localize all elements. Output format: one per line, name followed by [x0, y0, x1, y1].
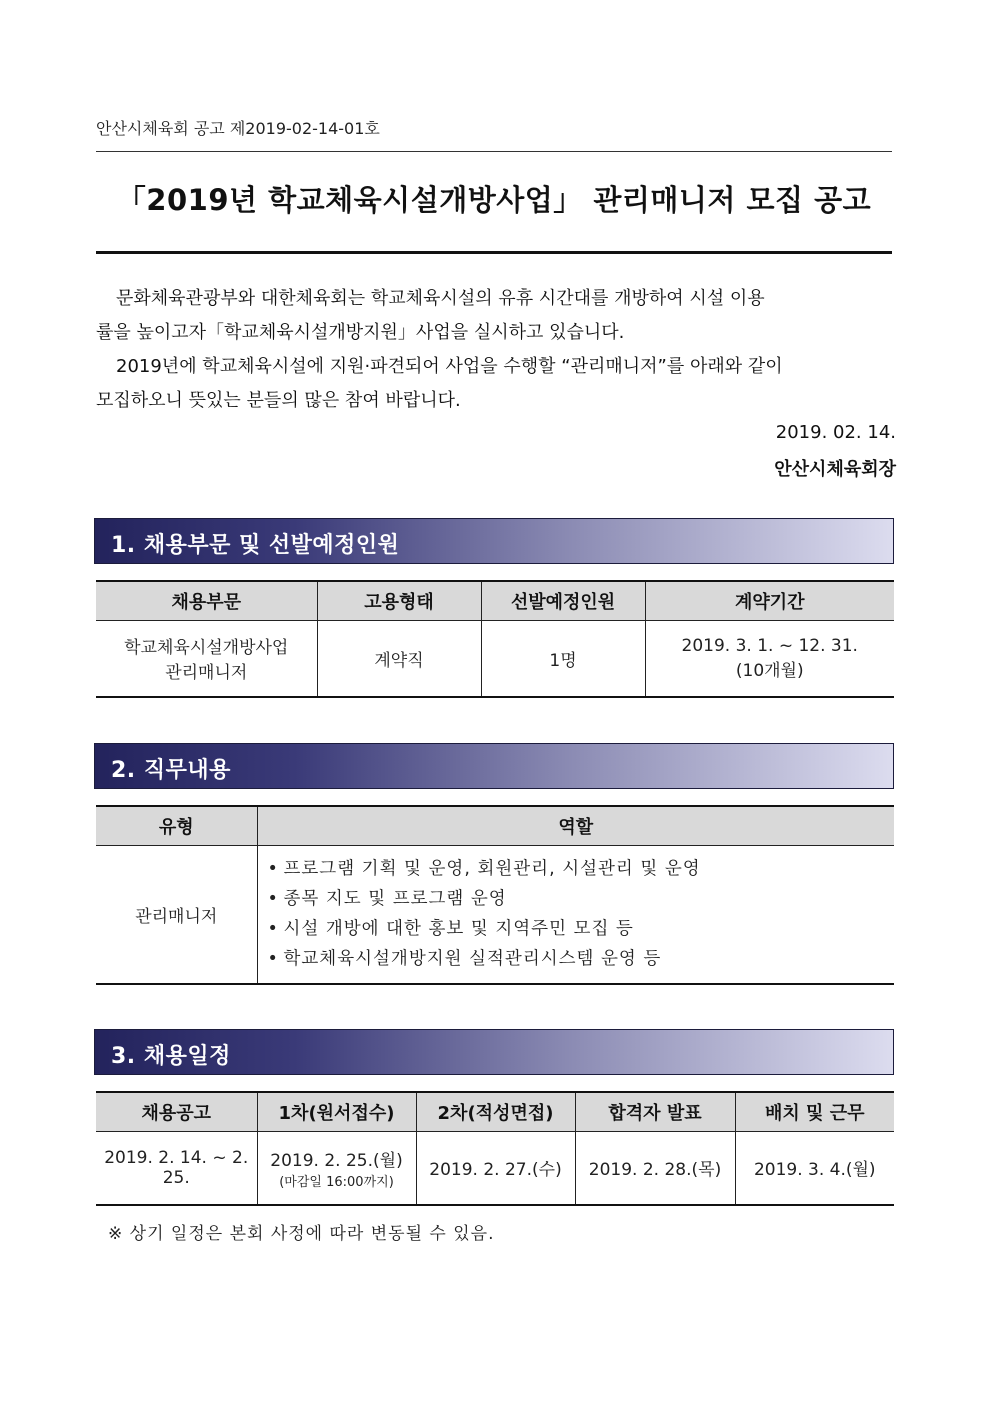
column-header: 채용공고 — [96, 1092, 257, 1132]
notice-period-cell: 2019. 2. 14. ~ 2. 25. — [96, 1132, 257, 1205]
employment-type-cell: 계약직 — [317, 621, 481, 697]
column-header: 배치 및 근무 — [735, 1092, 894, 1132]
announcement-cell: 2019. 2. 28.(목) — [575, 1132, 735, 1205]
duty-type-cell: 관리매니저 — [96, 846, 257, 984]
intro-line: 률을 높이고자「학교체육시설개방지원」사업을 실시하고 있습니다. — [96, 322, 625, 343]
headcount-cell: 1명 — [481, 621, 645, 697]
first-stage-cell — [257, 1132, 416, 1205]
list-item: • 종목 지도 및 프로그램 운영 — [268, 884, 895, 914]
period-cell — [645, 621, 894, 697]
header-divider — [96, 151, 892, 152]
second-stage-cell: 2019. 2. 27.(수) — [416, 1132, 575, 1205]
intro-line: 2019년에 학교체육시설에 지원·파견되어 사업을 수행할 “관리매니저”를 아래와 같이 — [116, 356, 783, 377]
column-header: 유형 — [96, 806, 257, 846]
column-header: 고용형태 — [317, 581, 481, 621]
table-row — [96, 621, 894, 697]
section-heading-recruitment — [94, 518, 894, 564]
section-heading-duties — [94, 743, 894, 789]
intro-line: 모집하오니 뜻있는 분들의 많은 참여 바랍니다. — [96, 390, 461, 411]
section-heading-label: 2. 직무내용 — [111, 758, 231, 783]
schedule-footnote: ※ 상기 일정은 본회 사정에 따라 변동될 수 있음. — [108, 1224, 495, 1244]
title-divider — [96, 251, 892, 254]
column-header: 2차(적성면접) — [416, 1092, 575, 1132]
document-title: 「2019년 학교체육시설개방사업」 관리매니저 모집 공고 — [116, 183, 872, 217]
table-row — [96, 1132, 894, 1205]
duties-cell — [257, 846, 894, 984]
division-line: 관리매니저 — [165, 663, 248, 684]
column-header: 역할 — [257, 806, 894, 846]
column-header: 채용부문 — [96, 581, 317, 621]
first-stage-date: 2019. 2. 25.(월) — [270, 1150, 403, 1171]
table-row — [96, 846, 894, 984]
period-line: (10개월) — [735, 660, 804, 681]
schedule-table — [96, 1091, 894, 1206]
list-item: • 학교체육시설개방지원 실적관리시스템 운영 등 — [268, 944, 895, 974]
issuer-name: 안산시체육회장 — [774, 459, 896, 480]
column-header: 선발예정인원 — [481, 581, 645, 621]
column-header: 계약기간 — [645, 581, 894, 621]
placement-cell: 2019. 3. 4.(월) — [735, 1132, 894, 1205]
column-header: 1차(원서접수) — [257, 1092, 416, 1132]
intro-text — [96, 282, 896, 418]
notice-number: 안산시체육회 공고 제2019-02-14-01호 — [96, 119, 380, 138]
section-heading-label: 3. 채용일정 — [111, 1044, 231, 1069]
division-line: 학교체육시설개방사업 — [124, 638, 289, 659]
column-header: 합격자 발표 — [575, 1092, 735, 1132]
list-item: • 시설 개방에 대한 홍보 및 지역주민 모집 등 — [268, 914, 895, 944]
recruitment-table — [96, 580, 894, 698]
deadline-note: (마감일 16:00까지) — [279, 1174, 394, 1190]
duties-table — [96, 805, 894, 985]
period-line: 2019. 3. 1. ~ 12. 31. — [681, 635, 858, 656]
duties-list — [258, 854, 895, 974]
section-heading-schedule — [94, 1029, 894, 1075]
notice-date: 2019. 02. 14. — [775, 422, 896, 443]
division-cell — [96, 621, 317, 697]
section-heading-label: 1. 채용부문 및 선발예정인원 — [111, 533, 400, 558]
list-item: • 프로그램 기획 및 운영, 회원관리, 시설관리 및 운영 — [268, 854, 895, 884]
intro-line: 문화체육관광부와 대한체육회는 학교체육시설의 유휴 시간대를 개방하여 시설 이용 — [116, 288, 765, 309]
